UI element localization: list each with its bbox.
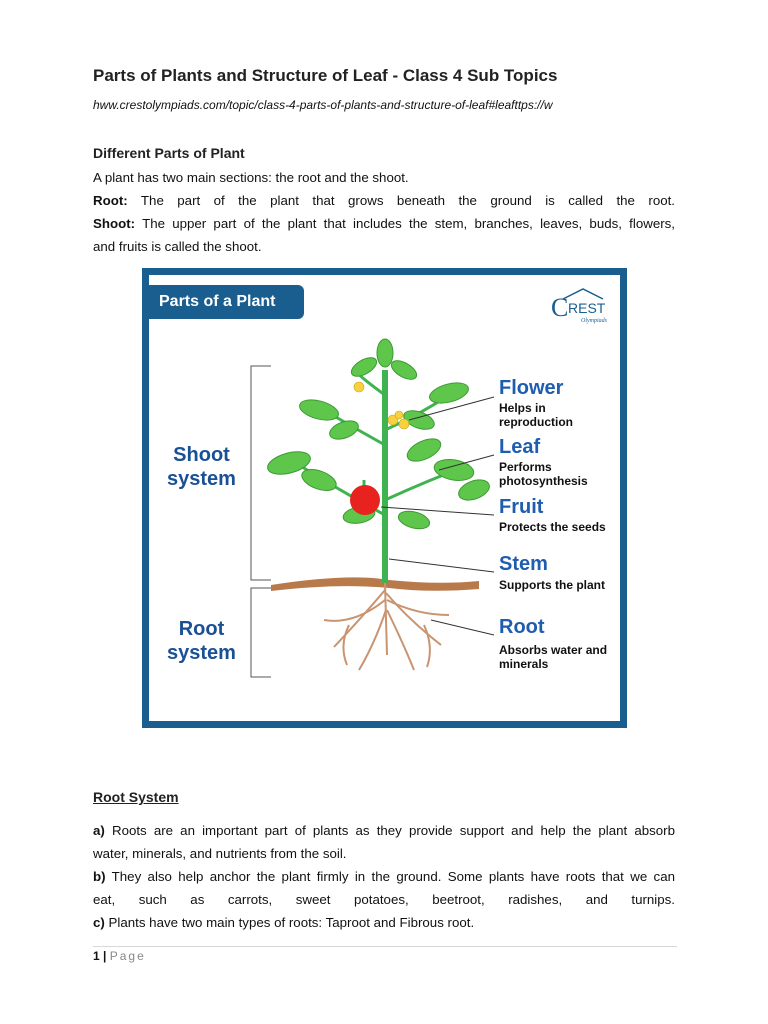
root-bracket bbox=[251, 588, 271, 677]
page-word: Page bbox=[109, 949, 146, 963]
intro-text: A plant has two main sections: the root and the shoot. bbox=[93, 170, 409, 185]
shoot-text-line2: and fruits is called the shoot. bbox=[93, 239, 262, 254]
fruit-icon bbox=[350, 485, 380, 515]
point-c-text: Plants have two main types of roots: Taproot and Fibrous root. bbox=[108, 915, 475, 930]
part-desc-leaf: Performs photosynthesis bbox=[499, 460, 588, 488]
part-name-stem: Stem bbox=[499, 553, 548, 575]
shoot-definition bbox=[93, 212, 675, 258]
logo-word: REST bbox=[568, 300, 606, 316]
shoot-text-line1: The upper part of the plant that includes the stem, branches, leaves, buds, flowers, bbox=[142, 216, 675, 231]
part-name-flower: Flower bbox=[499, 377, 564, 399]
part-name-leaf: Leaf bbox=[499, 436, 541, 458]
root-point-a bbox=[93, 819, 675, 865]
section-heading-root-system: Root System bbox=[93, 789, 179, 805]
part-desc-fruit: Protects the seeds bbox=[499, 520, 606, 534]
point-a-line2: water, minerals, and nutrients from the soil. bbox=[93, 846, 347, 861]
point-b-label: b) bbox=[93, 869, 106, 884]
section-heading-parts: Different Parts of Plant bbox=[93, 145, 245, 161]
footer-divider bbox=[93, 946, 677, 947]
pointer-lines bbox=[381, 397, 494, 635]
root-point-b bbox=[93, 865, 675, 911]
root-definition bbox=[93, 189, 675, 212]
shoot-label: Shoot: bbox=[93, 216, 136, 231]
figure-title: Parts of a Plant bbox=[149, 285, 304, 319]
root-system-label: Root system bbox=[167, 618, 236, 664]
logo-sub: Olympiads bbox=[581, 318, 607, 324]
soil-icon bbox=[271, 577, 479, 591]
root-text: The part of the plant that grows beneath the ground is called the root. bbox=[140, 193, 675, 208]
logo-letter: C bbox=[551, 293, 569, 322]
root-label: Root: bbox=[93, 193, 128, 208]
footer-separator: | bbox=[103, 949, 107, 963]
parts-of-plant-figure bbox=[142, 268, 627, 728]
root-point-c bbox=[93, 911, 675, 934]
flower-icon bbox=[354, 382, 409, 429]
page-number: 1 bbox=[93, 949, 100, 963]
point-b-line1: They also help anchor the plant firmly in the ground. Some plants have roots that we can bbox=[111, 869, 675, 884]
shoot-system-label: Shoot system bbox=[167, 444, 236, 490]
part-desc-stem: Supports the plant bbox=[499, 578, 605, 592]
roots-icon bbox=[324, 583, 449, 670]
point-a-line1: Roots are an important part of plants as they provide support and help the plant absorb bbox=[111, 823, 675, 838]
intro-paragraph bbox=[93, 166, 675, 189]
point-c-label: c) bbox=[93, 915, 105, 930]
part-name-fruit: Fruit bbox=[499, 496, 544, 518]
point-a-label: a) bbox=[93, 823, 105, 838]
source-url[interactable]: hww.crestolympiads.com/topic/class-4-parts-of-plants-and-structure-of-leaf#leafttps://w bbox=[93, 98, 553, 112]
part-desc-root: Absorbs water and minerals bbox=[499, 643, 608, 671]
point-b-line2: eat, such as carrots, sweet potatoes, beetroot, radishes, and turnips. bbox=[93, 892, 675, 907]
document-title: Parts of Plants and Structure of Leaf - Class 4 Sub Topics bbox=[93, 66, 558, 85]
page-footer bbox=[93, 949, 146, 963]
shoot-bracket bbox=[251, 366, 271, 580]
figure-canvas bbox=[149, 275, 620, 721]
part-desc-flower: Helps in reproduction bbox=[499, 401, 573, 429]
part-name-root: Root bbox=[499, 616, 545, 638]
